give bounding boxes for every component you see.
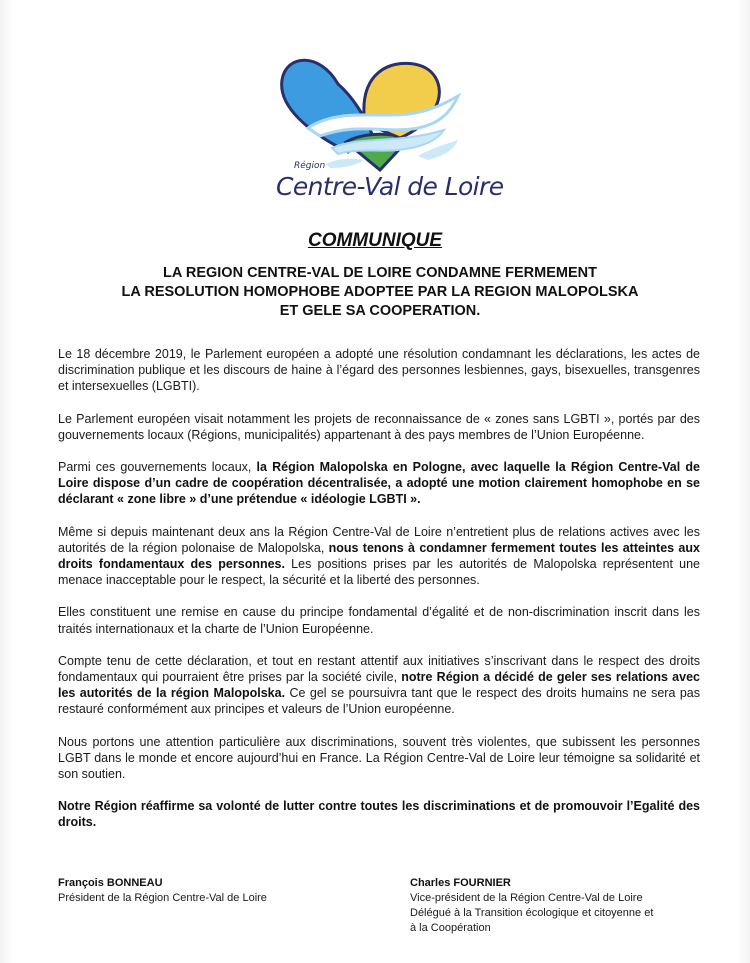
body-text xyxy=(58,346,700,847)
headline xyxy=(60,264,700,321)
paragraph xyxy=(58,411,700,443)
signature-right xyxy=(410,876,710,936)
heart-emblem-icon xyxy=(268,44,492,172)
paragraph xyxy=(58,734,700,783)
signatory-role: à la Coopération xyxy=(410,922,491,934)
paragraph-text: Compte tenu de cette déclaration, et tout en restant attentif aux initiatives s’inscrivant dans le respect des droits fondamentaux qui pourraient être prises par la société civile, xyxy=(58,653,700,685)
paragraph xyxy=(58,524,700,589)
logo-region-name: Centre-Val de Loire xyxy=(276,172,504,201)
paragraph-text: Ce gel se poursuivra tant que le respect des droits humains ne sera pas restauré conformément aux principes et valeurs de l’Union européenne. xyxy=(58,686,700,717)
signatory-role: Président de la Région Centre-Val de Loire xyxy=(58,892,267,904)
paragraph xyxy=(58,798,700,830)
paragraph-emphasis: la Région Malopolska en Pologne, avec laquelle la Région Centre-Val de Loire dispose d’un cadre de coopération décentralisée, a adopté une motion clairement homophobe en se déclarant « zone libre » d’une prétendue « idéologie LGBTI ». xyxy=(58,460,700,507)
headline-line: LA REGION CENTRE-VAL DE LOIRE CONDAMNE FERMEMENT xyxy=(163,265,597,281)
paragraph-text: Elles constituent une remise en cause du principe fondamental d’égalité et de non-discrimination inscrit dans les traités internationaux et la charte de l’Union Européenne. xyxy=(58,605,700,636)
signatory-role: Délégué à la Transition écologique et citoyenne et xyxy=(410,907,654,919)
paragraph-emphasis: notre Région a décidé de geler ses relations avec les autorités de la région Malopolska. xyxy=(58,670,700,701)
logo-region-label: Région xyxy=(294,161,326,171)
paragraph xyxy=(58,459,700,508)
paragraph xyxy=(58,604,700,636)
paragraph-text: Nous portons une attention particulière aux discriminations, souvent très violentes, que subissent les personnes LGBT dans le monde et encore aujourd’hui en France. La Région Centre-Val de Loire leur témoigne sa solidarité et son soutien. xyxy=(58,734,700,782)
paragraph-text: Parmi ces gouvernements locaux, xyxy=(58,460,257,475)
paragraph xyxy=(58,346,700,395)
signature-left xyxy=(58,876,358,906)
paragraph-text: Le 18 décembre 2019, le Parlement européen a adopté une résolution condamnant les déclarations, les actes de discrimination publique et les discours de haine à l’égard des personnes lesbiennes, gays, bisexuelles, transgenres et intersexuelles (LGBTI). xyxy=(58,347,700,394)
paragraph-emphasis: Notre Région réaffirme sa volonté de lutter contre toutes les discriminations et de promouvoir l’Egalité des droits. xyxy=(58,799,700,830)
paragraph-text: Même si depuis maintenant deux ans la Région Centre-Val de Loire n’entretient plus de relations actives avec les autorités de la région polonaise de Malopolska, xyxy=(58,524,700,555)
page-title: COMMUNIQUE xyxy=(307,230,443,251)
paragraph-text: Les positions prises par les autorités de Malopolska représentent une menace inacceptable pour le respect, la sécurité et la liberté des personnes. xyxy=(58,557,700,588)
signatory-name: François BONNEAU xyxy=(58,877,163,889)
headline-line: ET GELE SA COOPERATION. xyxy=(279,303,481,319)
region-logo xyxy=(268,44,504,214)
paragraph-emphasis: nous tenons à condamner fermement toutes les atteintes aux droits fondamentaux des personnes. xyxy=(58,540,700,572)
paragraph-text: Le Parlement européen visait notamment les projets de reconnaissance de « zones sans LGBTI », portés par des gouvernements locaux (Régions, municipalités) appartenant à des pays membres de l’Union Européenne. xyxy=(58,411,700,442)
signatory-role: Vice-président de la Région Centre-Val de Loire xyxy=(410,892,643,904)
signatory-name: Charles FOURNIER xyxy=(410,877,511,889)
headline-line: LA RESOLUTION HOMOPHOBE ADOPTEE PAR LA REGION MALOPOLSKA xyxy=(121,284,639,300)
paragraph xyxy=(58,653,700,718)
